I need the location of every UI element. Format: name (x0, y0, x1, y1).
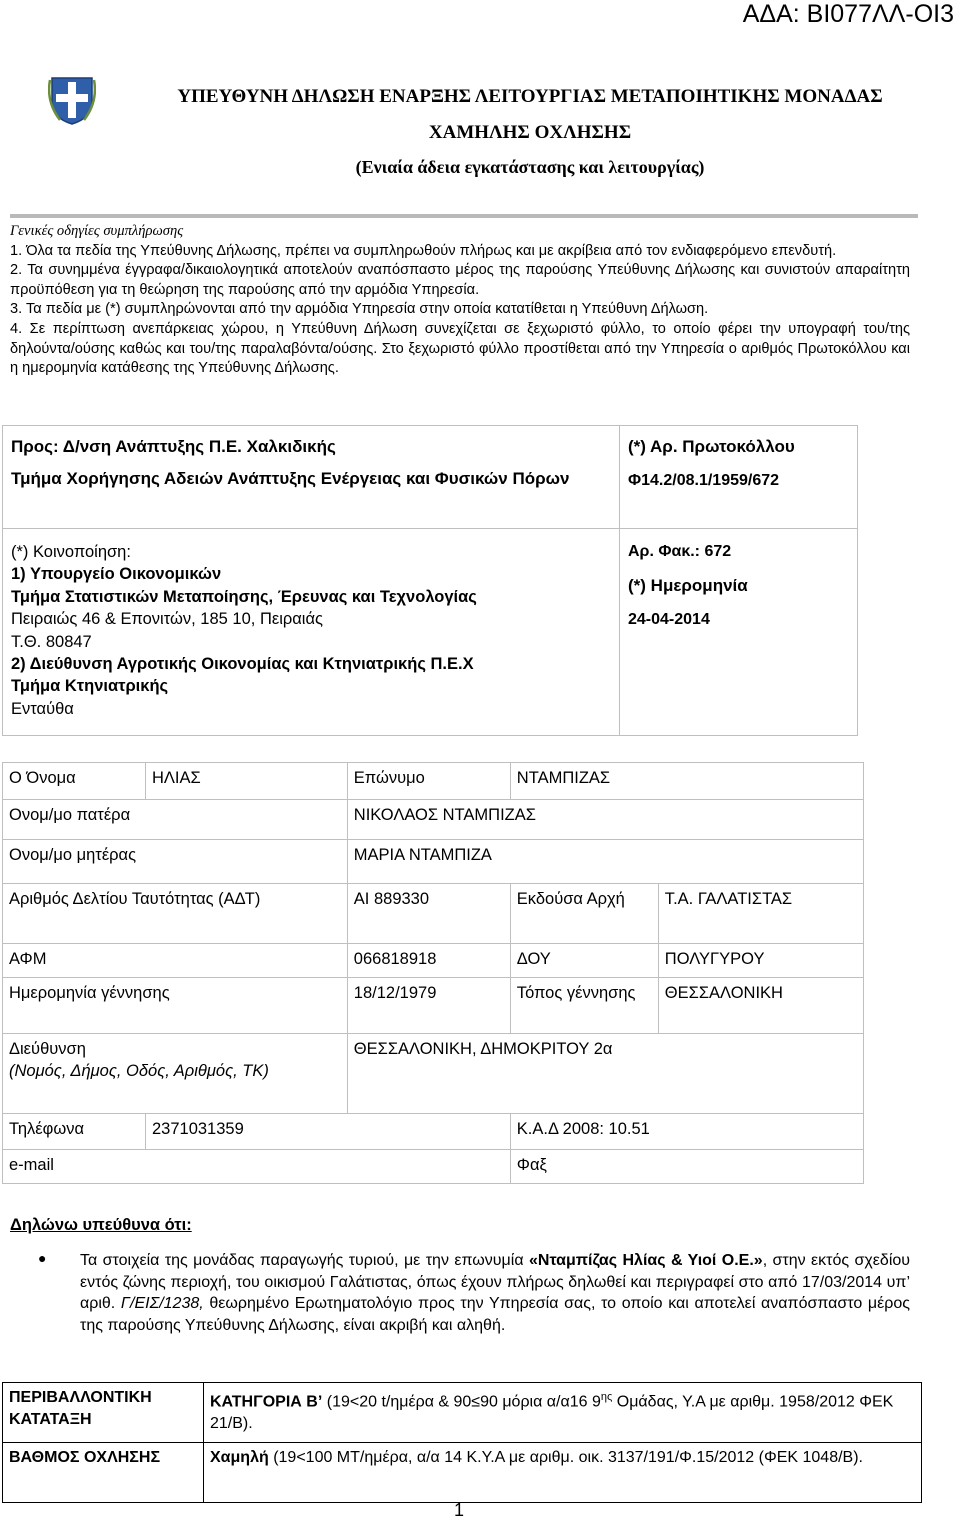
address-value: ΘΕΣΣΑΛΟΝΙΚΗ, ΔΗΜΟΚΡΙΤΟΥ 2α (347, 1034, 863, 1114)
date-value: 24-04-2014 (628, 611, 710, 628)
env-detail: (19<20 t/ημέρα & 90≤90 μόρια α/α16 9 (322, 1393, 601, 1411)
cc-1-dept: Τμήμα Στατιστικών Μεταποίησης, Έρευνας και Τεχνολογίας (11, 587, 477, 606)
phone-label: Τηλέφωνα (3, 1114, 146, 1150)
declaration-text (80, 1250, 910, 1336)
name-label: Ο Όνομα (3, 763, 146, 800)
instruction-item: 2. Τα συνημμένα έγγραφα/δικαιολογητικά αποτελούν αναπόσπαστο μέρος της παρούσης Υπεύθυνης Δήλωσης και συνιστούν απαραίτητη προϋπόθεση για τη θεώρηση της παρούσης από την αρμόδια Υπηρεσία. (10, 262, 910, 298)
nuisance-detail: (19<100 ΜΤ/ημέρα, α/α 14 Κ.Υ.Α με αριθμ. οικ. 3137/191/Φ.15/2012 (ΦΕΚ 1048/Β). (268, 1449, 863, 1466)
dob-value: 18/12/1979 (347, 978, 510, 1034)
classification-table (2, 1382, 922, 1503)
addressee-table (2, 425, 858, 736)
address-sublabel: (Νομός, Δήμος, Οδός, Αριθμός, ΤΚ) (9, 1062, 269, 1080)
instruction-item: 1. Όλα τα πεδία της Υπεύθυνης Δήλωσης, πρέπει να συμπληρωθούν πλήρως και με ακρίβεια από τον ενδιαφερόμενο επενδυτή. (10, 242, 837, 259)
instructions-heading: Γενικές οδηγίες συμπλήρωσης (10, 223, 184, 239)
cc-heading: (*) Κοινοποίηση: (11, 543, 131, 561)
greek-emblem-icon (48, 72, 96, 126)
env-classification-value (204, 1383, 922, 1443)
declaration-text-part: , στην εκτός σχεδίου εντός ζώνης περιοχή, του οικισμού Γαλάτιστας, όπως έχουν πλήρως δηλωθεί και περιγραφεί στο από 17/03/2014 υπ’ αριθ. (80, 1252, 911, 1313)
mother-label: Ονομ/μο μητέρας (3, 840, 348, 884)
father-label: Ονομ/μο πατέρα (3, 800, 348, 840)
reference-number: Γ/ΕΙΣ/1238, (120, 1295, 204, 1313)
nuisance-label: ΒΑΘΜΟΣ ΟΧΛΗΣΗΣ (3, 1443, 204, 1503)
env-superscript: ης (600, 1391, 613, 1403)
to-line: Προς: Δ/νση Ανάπτυξης Π.Ε. Χαλκιδικής (11, 437, 336, 456)
page-number: 1 (454, 1500, 465, 1520)
address-label: Διεύθυνση (9, 1040, 86, 1058)
cc-cell (3, 529, 620, 736)
divider (10, 214, 918, 218)
issuer-value: Τ.Α. ΓΑΛΑΤΙΣΤΑΣ (658, 884, 863, 944)
title-line-3: (Ενιαία άδεια εγκατάστασης και λειτουργίας) (355, 157, 705, 177)
instructions (10, 222, 910, 379)
cc-2-dept: Τμήμα Κτηνιατρικής (11, 677, 169, 696)
protocol-value: Φ14.2/08.1/1959/672 (628, 472, 780, 489)
protocol-label: (*) Αρ. Πρωτοκόλλου (628, 437, 795, 456)
instruction-item: 4. Σε περίπτωση ανεπάρκειας χώρου, η Υπεύθυνη Δήλωση συνεχίζεται σε ξεχωριστό φύλλο, το οποίο φέρει την υπογραφή του/της δηλούντα/ούσης καθώς και του/της παραλαβόντα/ούσης. Στο ξεχωριστό φύλλο προστίθεται από την Υπηρεσία ο αριθμός Πρωτοκόλλου και η ημερομηνία κατάθεσης της Υπεύθυνης Δήλωσης. (10, 320, 910, 377)
folder-number: Αρ. Φακ.: 672 (628, 543, 732, 560)
pob-value: ΘΕΣΣΑΛΟΝΙΚΗ (658, 978, 863, 1034)
personal-details-table (2, 762, 864, 1184)
kad-value: Κ.Α.Δ 2008: 10.51 (510, 1114, 863, 1150)
cc-2-location: Ενταύθα (11, 699, 74, 718)
id-value: ΑΙ 889330 (347, 884, 510, 944)
title-line-1: ΥΠΕΥΘΥΝΗ ΔΗΛΩΣΗ ΕΝΑΡΞΗΣ ΛΕΙΤΟΥΡΓΙΑΣ ΜΕΤΑΠΟΙΗΤΙΚΗΣ ΜΟΝΑΔΑΣ (177, 86, 883, 107)
id-label: Αριθμός Δελτίου Ταυτότητας (ΑΔΤ) (3, 884, 348, 944)
pob-label: Τόπος γέννησης (510, 978, 658, 1034)
dob-label: Ημερομηνία γέννησης (3, 978, 348, 1034)
email-label: e-mail (3, 1150, 511, 1184)
nuisance-value (204, 1443, 922, 1503)
afm-value: 066818918 (347, 944, 510, 978)
name-value: ΗΛΙΑΣ (146, 763, 348, 800)
mother-value: ΜΑΡΙΑ ΝΤΑΜΠΙΖΑ (347, 840, 863, 884)
address-label-cell (3, 1034, 348, 1114)
ada-code: ΑΔΑ: ΒΙ077ΛΛ-ΟΙ3 (742, 0, 954, 28)
cc-1-address: Πειραιώς 46 & Επονιτών, 185 10, Πειραιάς (11, 610, 323, 629)
bullet-icon: ● (38, 1250, 47, 1266)
date-cell (620, 529, 858, 736)
protocol-cell (620, 426, 858, 529)
afm-label: ΑΦΜ (3, 944, 348, 978)
fax-label: Φαξ (510, 1150, 863, 1184)
surname-label: Επώνυμο (347, 763, 510, 800)
title-line-2: ΧΑΜΗΛΗΣ ΟΧΛΗΣΗΣ (428, 122, 632, 143)
dept-line: Τμήμα Χορήγησης Αδειών Ανάπτυξης Ενέργειας και Φυσικών Πόρων (11, 469, 570, 488)
cc-1-po: Τ.Θ. 80847 (11, 632, 92, 651)
date-label: (*) Ημερομηνία (628, 576, 748, 595)
business-name: «Νταμπίζας Ηλίας & Υιοί Ο.Ε.» (528, 1252, 763, 1269)
surname-value: ΝΤΑΜΠΙΖΑΣ (510, 763, 863, 800)
declaration-text-part: θεωρημένο Ερωτηματολόγιο προς την Υπηρεσία σας, το οποίο και αποτελεί αναπόσπαστο μέρος της παρούσης Υπεύθυνης Δήλωσης, είναι ακριβή και αληθή. (80, 1295, 910, 1334)
phone-value: 2371031359 (146, 1114, 511, 1150)
addressee-cell (3, 426, 620, 529)
declaration-heading: Δηλώνω υπεύθυνα ότι: (10, 1216, 192, 1234)
env-category: ΚΑΤΗΓΟΡΙΑ Β’ (210, 1393, 323, 1411)
declaration-text-part: Τα στοιχεία της μονάδας παραγωγής τυριού, με την επωνυμία (80, 1252, 529, 1269)
father-value: ΝΙΚΟΛΑΟΣ ΝΤΑΜΠΙΖΑΣ (347, 800, 863, 840)
doy-label: ΔΟΥ (510, 944, 658, 978)
issuer-label: Εκδούσα Αρχή (510, 884, 658, 944)
env-classification-label: ΠΕΡΙΒΑΛΛΟΝΤΙΚΗ ΚΑΤΑΤΑΞΗ (3, 1383, 204, 1443)
doy-value: ΠΟΛΥΓΥΡΟΥ (658, 944, 863, 978)
instruction-item: 3. Τα πεδία με (*) συμπληρώνονται από την αρμόδια Υπηρεσία στην οποία κατατίθεται η Υπεύθυνη Δήλωση. (10, 301, 709, 318)
env-detail: Ομάδας, Υ.Α με αριθμ. 1958/2012 ΦΕΚ 21/Β). (210, 1393, 894, 1432)
cc-2: 2) Διεύθυνση Αγροτικής Οικονομίας και Κτηνιατρικής Π.Ε.Χ (11, 655, 474, 674)
nuisance-level: Χαμηλή (210, 1449, 269, 1466)
cc-1: 1) Υπουργείο Οικονομικών (11, 565, 222, 584)
